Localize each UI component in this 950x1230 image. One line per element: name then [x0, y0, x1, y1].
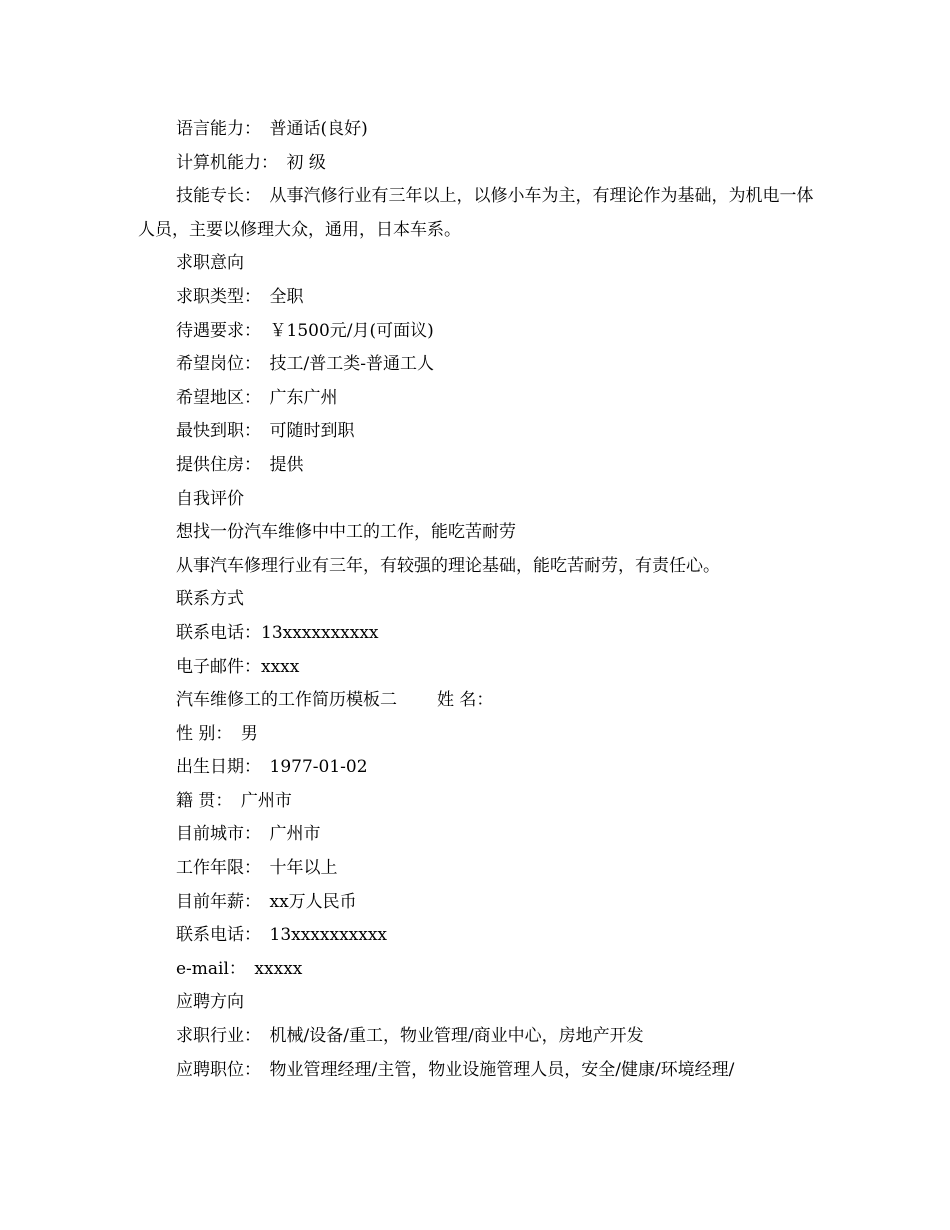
- current-city-line: 目前城市： 广州市: [176, 824, 321, 845]
- industry-line: 求职行业： 机械/设备/重工，物业管理/商业中心，房地产开发: [176, 1026, 644, 1047]
- template-two-title: 汽车维修工的工作简历模板二: [176, 690, 397, 711]
- contact-email-line: 电子邮件：xxxx: [176, 656, 300, 677]
- job-type-line: 求职类型： 全职: [176, 286, 304, 307]
- skills-paragraph: [138, 180, 814, 247]
- desired-region-line: 希望地区： 广东广州: [176, 387, 338, 408]
- language-ability-line: 语言能力： 普通话(良好): [176, 119, 368, 139]
- native-place-line: 籍 贯： 广州市: [176, 790, 292, 811]
- computer-ability-line: 计算机能力： 初 级: [176, 152, 326, 173]
- salary-requirement-line: 待遇要求： ￥1500元/月(可面议): [176, 320, 434, 341]
- name-label: 姓 名：: [437, 690, 494, 711]
- section-heading-self-evaluation: 自我评价: [176, 488, 244, 509]
- skills-label: 技能专长：: [176, 186, 253, 207]
- section-heading-job-intention: 求职意向: [176, 253, 244, 274]
- self-evaluation-line-1: 想找一份汽车维修中中工的工作，能吃苦耐劳: [176, 522, 516, 543]
- gender-line: 性 别： 男: [176, 723, 258, 744]
- section-heading-contact: 联系方式: [176, 589, 244, 610]
- start-date-line: 最快到职： 可随时到职: [176, 421, 355, 442]
- position-line: 应聘职位： 物业管理经理/主管，物业设施管理人员，安全/健康/环境经理/: [176, 1059, 735, 1080]
- section-heading-application-direction: 应聘方向: [176, 992, 244, 1013]
- self-evaluation-line-2: 从事汽车修理行业有三年，有较强的理论基础，能吃苦耐劳，有责任心。: [176, 555, 720, 576]
- housing-line: 提供住房： 提供: [176, 454, 304, 475]
- birth-date-line: 出生日期： 1977-01-02: [176, 757, 368, 778]
- contact-phone-line: 联系电话：13xxxxxxxxxx: [176, 622, 379, 643]
- annual-salary-line: 目前年薪： xx万人民币: [176, 891, 357, 912]
- resume-body: [138, 113, 814, 1087]
- template-two-heading-line: [138, 684, 814, 718]
- phone-line-2: 联系电话： 13xxxxxxxxxx: [176, 925, 388, 946]
- desired-position-line: 希望岗位： 技工/普工类-普通工人: [176, 354, 434, 375]
- skills-text: 从事汽修行业有三年以上，以修小车为主，有理论作为基础，为机电一体人员，主要以修理大众，通用，日本车系。: [138, 186, 814, 240]
- work-years-line: 工作年限： 十年以上: [176, 858, 338, 879]
- email-line-2: e-mail： xxxxx: [176, 958, 303, 979]
